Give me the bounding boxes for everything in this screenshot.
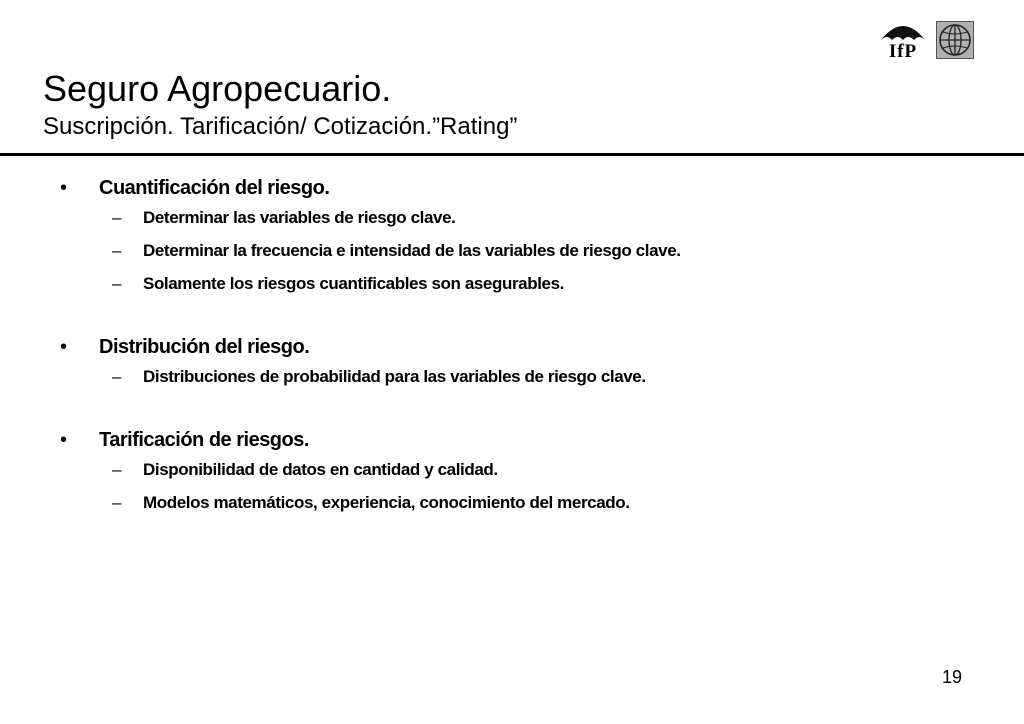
sub-item: [0, 490, 1024, 523]
sub-item-text: Determinar las variables de riesgo clave.: [143, 208, 456, 227]
bullet-heading: Tarificación de riesgos.: [99, 429, 309, 451]
globe-icon: [936, 21, 974, 59]
sub-item: [0, 271, 1024, 304]
title-divider: [0, 153, 1024, 156]
bullet-item: [0, 333, 1024, 364]
section-cuantificacion: [0, 174, 1024, 304]
slide-title: Seguro Agropecuario.: [43, 68, 392, 109]
sub-item-text: Disponibilidad de datos en cantidad y calidad.: [143, 460, 498, 479]
sub-item-text: Modelos matemáticos, experiencia, conocimiento del mercado.: [143, 493, 630, 512]
dash-icon: –: [112, 493, 122, 512]
sub-item: [0, 364, 1024, 397]
bullet-icon: •: [60, 429, 68, 451]
slide-content: [0, 174, 1024, 552]
bullet-item: [0, 174, 1024, 205]
sub-item: [0, 205, 1024, 238]
dash-icon: –: [112, 241, 122, 260]
bullet-heading: Distribución del riesgo.: [99, 336, 310, 358]
ifp-logo: [878, 18, 928, 62]
logo-group: [878, 18, 974, 62]
dash-icon: –: [112, 208, 122, 227]
bullet-icon: •: [60, 177, 68, 199]
bullet-item: [0, 426, 1024, 457]
ifp-logo-text: IfP: [888, 41, 918, 62]
bullet-icon: •: [60, 336, 68, 358]
sub-item-text: Solamente los riesgos cuantificables son asegurables.: [143, 274, 564, 293]
sub-item: [0, 238, 1024, 271]
bullet-heading: Cuantificación del riesgo.: [99, 177, 330, 199]
world-bank-logo: [936, 21, 974, 59]
slide-subtitle: Suscripción. Tarificación/ Cotización.”Rating”: [43, 113, 518, 140]
dash-icon: –: [112, 367, 122, 386]
section-distribucion: [0, 333, 1024, 397]
sub-item-text: Distribuciones de probabilidad para las variables de riesgo clave.: [143, 367, 646, 386]
sub-item: [0, 457, 1024, 490]
sub-item-text: Determinar la frecuencia e intensidad de las variables de riesgo clave.: [143, 241, 681, 260]
dash-icon: –: [112, 274, 122, 293]
page-number: 19: [941, 667, 962, 687]
section-tarificacion: [0, 426, 1024, 523]
dash-icon: –: [112, 460, 122, 479]
